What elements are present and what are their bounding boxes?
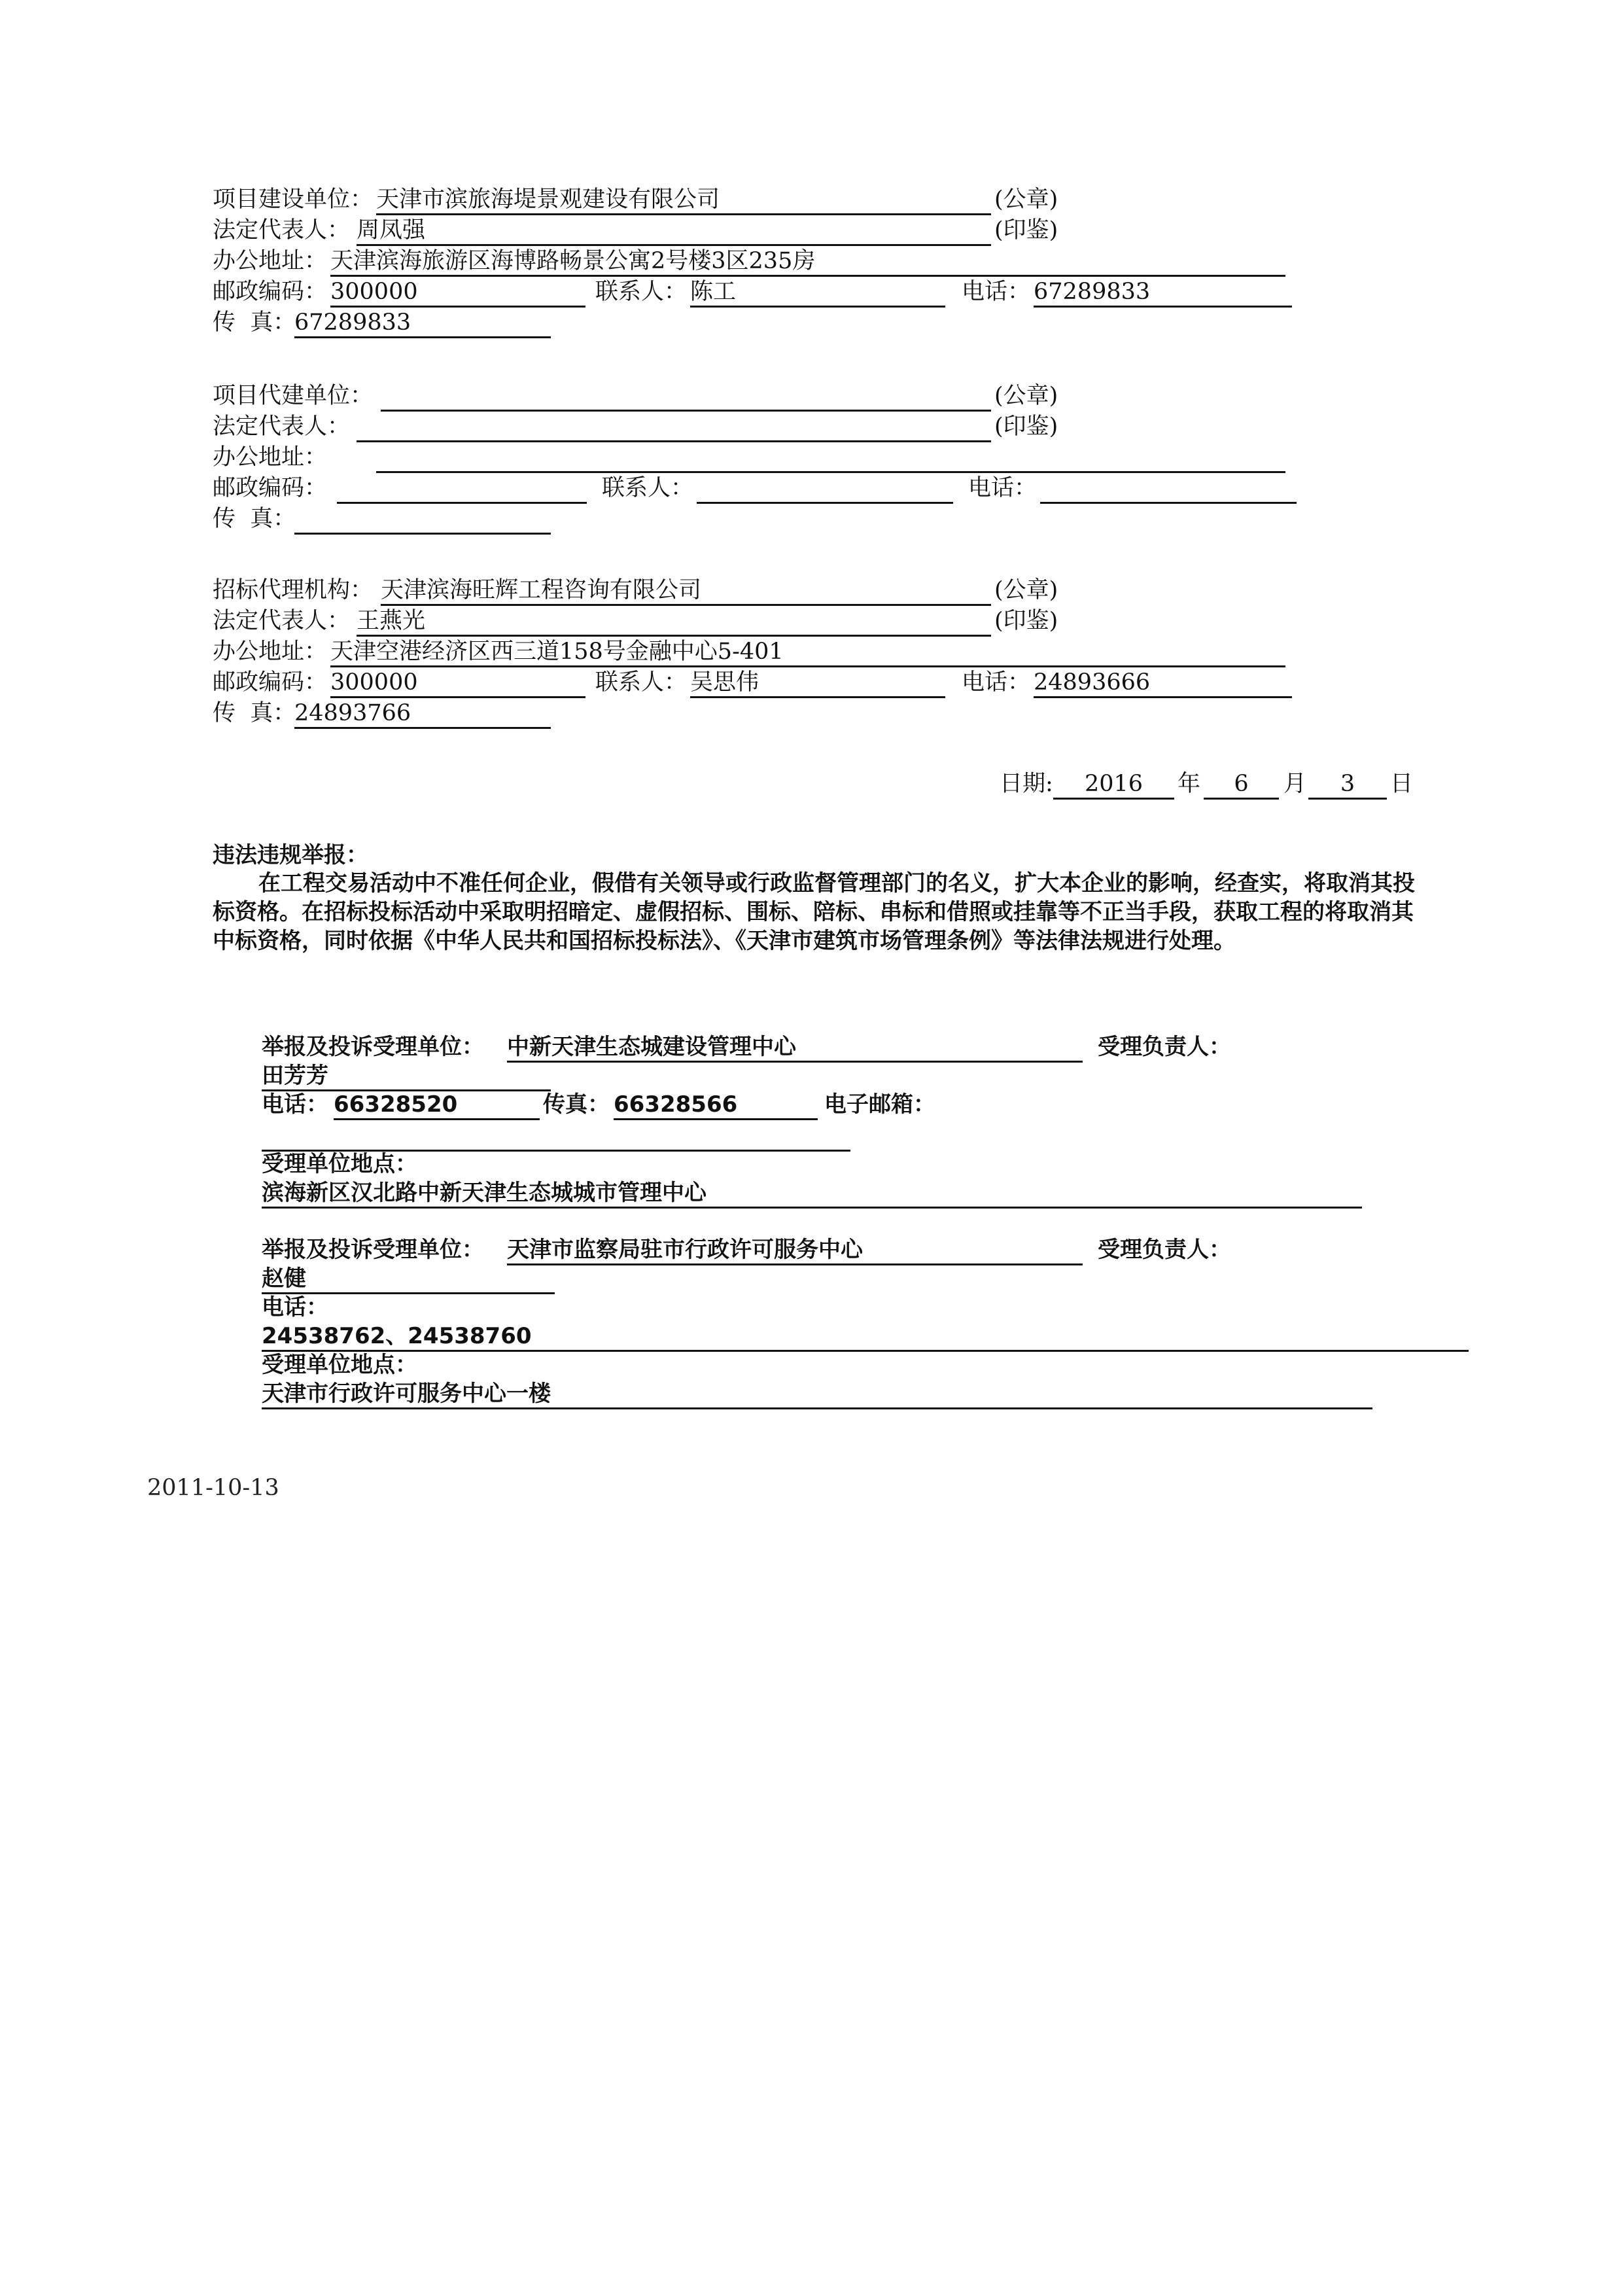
b1-addr-value: 天津滨海旅游区海博路畅景公寓2号楼3区235房 [330,248,816,274]
b3-zip-underline [330,696,585,698]
b1-rep-underline [357,244,991,246]
b1-seal-suffix: (公章) [994,186,1058,213]
report-title: 违法违规举报： [213,842,368,868]
c2-person-value: 赵健 [262,1265,306,1292]
c2-tel-label: 电话： [262,1294,328,1320]
b3-rep-value: 王燕光 [357,608,426,634]
b2-contact-label: 联系人： [602,475,694,501]
date-label: 日期: [1000,771,1053,797]
c2-place-label: 受理单位地点： [262,1352,417,1378]
b2-seal-suffix: (公章) [994,383,1058,409]
c1-tel-value: 66328520 [334,1091,458,1118]
b3-tel-underline [1034,696,1292,698]
date-day-underline [1308,798,1387,800]
b1-unit-label: 项目建设单位： [213,186,374,213]
b2-unit-underline [381,410,991,412]
report-paragraph: 在工程交易活动中不准任何企业，假借有关领导或行政监督管理部门的名义，扩大本企业的影响，经查实，将取消其投标资格。在招标投标活动中采取明招暗定、虚假招标、围标、陪标、串标和借照或挂靠等不正当手段，获取工程的将取消其中标资格，同时依据《中华人民共和国招标投标法》、《天津市建筑市场管理条例》等法律法规进行处理。 [213,870,1415,954]
c2-person-label: 受理负责人： [1098,1237,1231,1263]
b3-rep-label: 法定代表人： [213,608,351,634]
c1-fax-value: 66328566 [614,1091,738,1118]
b1-rep-label: 法定代表人： [213,217,351,243]
b3-contact-underline [690,696,945,698]
b2-addr-label: 办公地址： [213,444,328,470]
b3-tel-label: 电话： [962,669,1031,696]
c1-fax-underline [614,1118,818,1120]
b2-fax-underline [294,533,551,535]
c2-unit-label: 举报及投诉受理单位： [262,1237,484,1263]
b1-addr-label: 办公地址： [213,248,328,274]
b1-zip-label: 邮政编码： [213,279,328,305]
date-month-underline [1204,798,1279,800]
c1-person-value: 田芳芳 [262,1063,328,1089]
c1-fax-label: 传真： [543,1091,610,1118]
b1-contact-value: 陈工 [690,279,737,305]
date-year-unit: 年 [1178,771,1201,797]
c1-place-underline [262,1207,1362,1209]
b3-tel-value: 24893666 [1034,669,1151,696]
date-month: 6 [1234,771,1249,797]
date-day-unit: 日 [1390,771,1414,797]
c1-place-label: 受理单位地点： [262,1151,417,1177]
b3-addr-underline [330,665,1285,667]
b1-fax-label: 传 真： [213,309,296,336]
b1-rep-value: 周凤强 [357,217,426,243]
b2-stamp-suffix: (印鉴) [994,414,1058,440]
c2-unit-underline [507,1263,1083,1265]
b1-stamp-suffix: (印鉴) [994,217,1058,243]
b2-tel-underline [1040,502,1297,504]
b3-seal-suffix: (公章) [994,577,1058,603]
c2-place-underline [262,1407,1372,1409]
b1-zip-value: 300000 [330,279,418,305]
b1-addr-underline [330,275,1285,277]
b2-unit-label: 项目代建单位： [213,383,374,409]
c2-place-value: 天津市行政许可服务中心一楼 [262,1381,551,1407]
b3-stamp-suffix: (印鉴) [994,608,1058,634]
b2-rep-label: 法定代表人： [213,414,351,440]
c2-tel-underline [262,1350,1469,1352]
b1-unit-underline [376,213,991,215]
b3-unit-underline [381,604,991,606]
b3-zip-value: 300000 [330,669,418,696]
b3-addr-value: 天津空港经济区西三道158号金融中心5-401 [330,639,784,665]
b1-contact-label: 联系人： [595,279,688,305]
b3-fax-underline [294,727,551,729]
c2-tel-value: 24538762、24538760 [262,1323,532,1349]
c1-unit-underline [507,1061,1083,1063]
b3-unit-value: 天津滨海旺辉工程咨询有限公司 [381,577,702,603]
c1-person-label: 受理负责人： [1098,1034,1231,1060]
b1-contact-underline [690,306,945,308]
c1-place-value: 滨海新区汉北路中新天津生态城城市管理中心 [262,1180,707,1206]
b3-unit-label: 招标代理机构： [213,577,374,603]
b3-fax-value: 24893766 [294,700,411,726]
date-year: 2016 [1084,771,1143,797]
b3-addr-label: 办公地址： [213,639,328,665]
b2-contact-underline [697,502,953,504]
b2-fax-label: 传 真： [213,506,296,532]
b2-rep-underline [357,440,991,442]
b1-fax-underline [294,336,551,338]
c1-tel-underline [334,1118,540,1120]
date-day: 3 [1340,771,1355,797]
b1-tel-underline [1034,306,1292,308]
c1-unit-value: 中新天津生态城建设管理中心 [507,1034,796,1060]
version-date: 2011-10-13 [147,1475,279,1501]
b1-fax-value: 67289833 [294,309,411,336]
b1-zip-underline [330,306,585,308]
date-month-unit: 月 [1283,771,1307,797]
b3-contact-label: 联系人： [595,669,688,696]
b2-zip-underline [337,502,587,504]
b2-zip-label: 邮政编码： [213,475,328,501]
c1-email-label: 电子邮箱： [824,1091,935,1118]
b1-tel-value: 67289833 [1034,279,1151,305]
b3-rep-underline [357,635,991,637]
c2-unit-value: 天津市监察局驻市行政许可服务中心 [507,1237,863,1263]
b3-fax-label: 传 真： [213,700,296,726]
b2-tel-label: 电话： [968,475,1038,501]
b3-zip-label: 邮政编码： [213,669,328,696]
c1-tel-label: 电话： [262,1091,328,1118]
b1-tel-label: 电话： [962,279,1031,305]
c1-unit-label: 举报及投诉受理单位： [262,1034,484,1060]
date-year-underline [1053,798,1174,800]
b3-contact-value: 吴思伟 [690,669,759,696]
b2-addr-underline [376,471,1285,473]
b1-unit-value: 天津市滨旅海堤景观建设有限公司 [376,186,720,213]
